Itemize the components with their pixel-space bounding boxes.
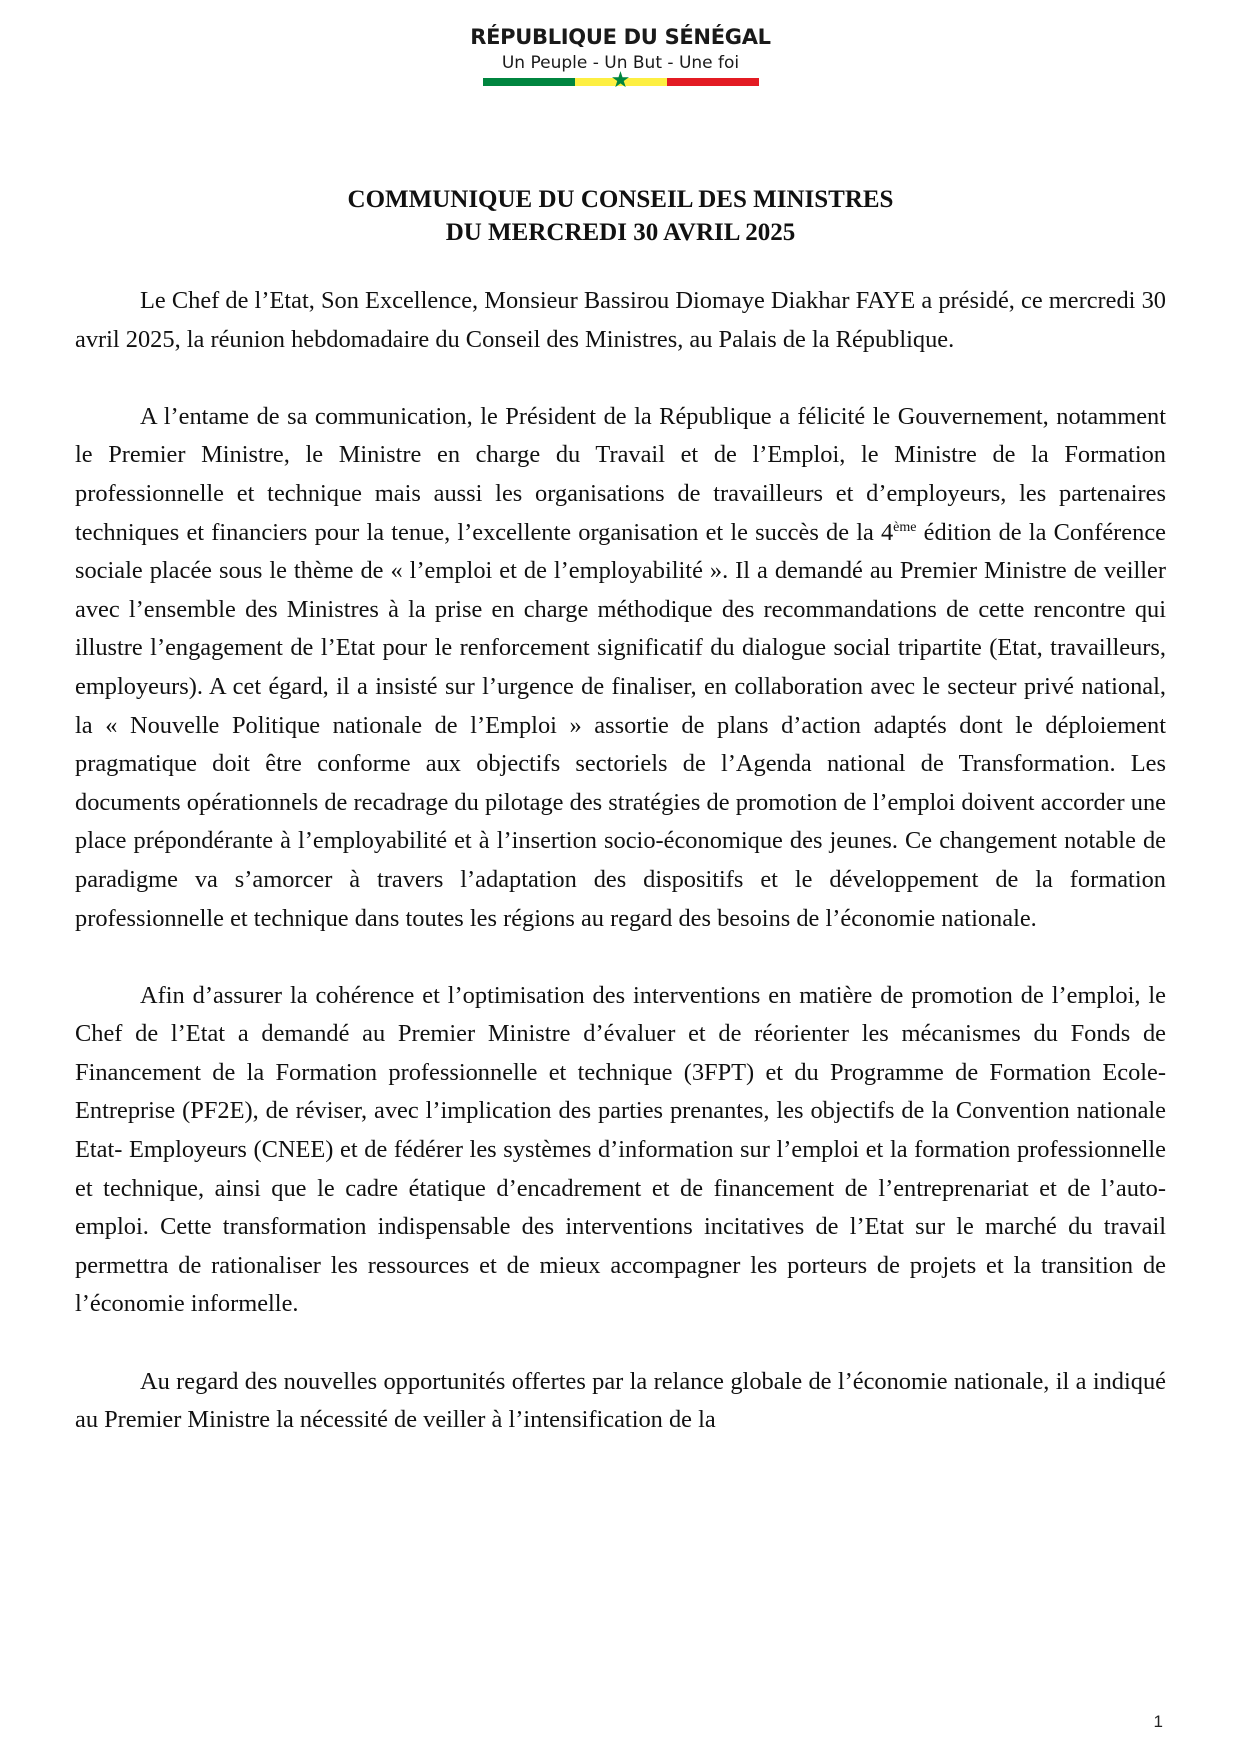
flag-band-green xyxy=(483,78,575,86)
letterhead xyxy=(0,24,1241,93)
paragraph-2-part-b: édition de la Conférence sociale placée sous le thème de « l’emploi et de l’employabilité ». Il a demandé au Premier Ministre de veiller avec l’ensemble des Ministres à la prise en charge méthodique des recommandations de cette rencontre qui illustre l’engagement de l’Etat pour le renforcement significatif du dialogue social tripartite (Etat, travailleurs, employeurs). A cet égard, il a insisté sur l’urgence de finaliser, en collaboration avec le secteur privé national, la « Nouvelle Politique nationale de l’Emploi » assortie de plans d’action adaptés dont le déploiement pragmatique doit être conforme aux objectifs sectoriels de l’Agenda national de Transformation. Les documents opérationnels de recadrage du pilotage des stratégies de promotion de l’emploi doivent accorder une place prépondérante à l’employabilité et à l’insertion socio-économique des jeunes. Ce changement notable de paradigme va s’amorcer à travers l’adaptation des dispositifs et le développement de la formation professionnelle et technique dans toutes les régions au regard des besoins de l’économie nationale. xyxy=(75,518,1166,932)
document-title xyxy=(0,183,1241,249)
star-icon: ★ xyxy=(610,68,631,93)
paragraph-2-part-a: A l’entame de sa communication, le Président de la République a félicité le Gouvernement, notamment le Premier Ministre, le Ministre en charge du Travail et de l’Emploi, le Ministre de la Formation professionnelle et technique mais aussi les organisations de travailleurs et d’employeurs, les partenaires techniques et financiers pour la tenue, l’excellente organisation et le succès de la 4 xyxy=(75,402,1166,546)
flag-stripe xyxy=(483,68,759,93)
flag-band-red xyxy=(667,78,759,86)
paragraph-3: Afin d’assurer la cohérence et l’optimisation des interventions en matière de promotion de l’emploi, le Chef de l’Etat a demandé au Premier Ministre d’évaluer et de réorienter les mécanismes du Fonds de Financement de la Formation professionnelle et technique (3FPT) et du Programme de Formation Ecole- Entreprise (PF2E), de réviser, avec l’implication des parties prenantes, les objectifs de la Convention nationale Etat- Employeurs (CNEE) et de fédérer les systèmes d’information sur l’emploi et la formation professionnelle et technique, ainsi que le cadre étatique d’encadrement et de financement de l’entreprenariat et de l’auto-emploi. Cette transformation indispensable des interventions incitatives de l’Etat sur le marché du travail permettra de rationaliser les ressources et de mieux accompagner les porteurs de projets et la transition de l’économie informelle. xyxy=(75,981,1166,1318)
title-line-2: DU MERCREDI 30 AVRIL 2025 xyxy=(445,219,796,246)
document-body xyxy=(75,282,1166,1478)
title-line-1: COMMUNIQUE DU CONSEIL DES MINISTRES xyxy=(347,186,894,213)
paragraph-4: Au regard des nouvelles opportunités offertes par la relance globale de l’économie nationale, il a indiqué au Premier Ministre la nécessité de veiller à l’intensification de la xyxy=(75,1367,1166,1434)
ordinal-superscript: ème xyxy=(893,519,917,535)
republic-name: RÉPUBLIQUE DU SÉNÉGAL xyxy=(470,25,771,49)
page-number: 1 xyxy=(1153,1712,1163,1731)
national-motto: Un Peuple - Un But - Une foi xyxy=(501,53,740,73)
paragraph-1: Le Chef de l’Etat, Son Excellence, Monsieur Bassirou Diomaye Diakhar FAYE a présidé, ce mercredi 30 avril 2025, la réunion hebdomadaire du Conseil des Ministres, au Palais de la République. xyxy=(75,287,1166,353)
paragraph-2 xyxy=(75,398,1166,938)
